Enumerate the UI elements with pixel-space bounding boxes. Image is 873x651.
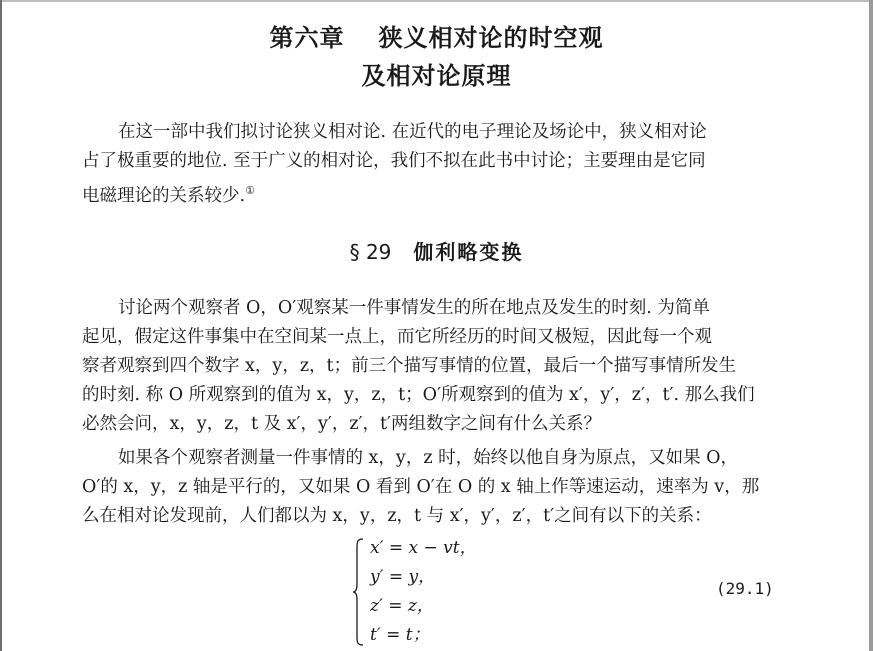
intro-line-2: 占了极重要的地位. 至于广义的相对论，我们不拟在此书中讨论；主要理由是它同	[82, 151, 706, 171]
equation-line-z: z′ = z，	[370, 596, 434, 616]
equation-number: (29.1)	[716, 579, 774, 598]
p1-line-3: 察者观察到四个数字 x，y，z，t；前三个描写事情的位置，最后一个描写事情所发生	[82, 356, 737, 376]
p2-line-1: 如果各个观察者测量一件事情的 x，y，z 时，始终以他自身为原点，又如果 O，	[118, 448, 739, 468]
p1-line-5: 必然会问，x，y，z，t 及 x′，y′，z′，t′两组数字之间有什么关系？	[82, 414, 602, 434]
p1-line-2: 起见，假定这件事集中在空间某一点上，而它所经历的时间又极短，因此每一个观	[82, 327, 712, 347]
equation-line-y: y′ = y，	[370, 567, 436, 587]
equation-system	[356, 534, 477, 650]
footnote-marker[interactable]: ①	[245, 184, 255, 197]
page-right-edge	[869, 0, 873, 651]
section-number: § 29	[349, 240, 392, 264]
chapter-title-line1: 狭义相对论的时空观	[378, 24, 604, 52]
chapter-heading	[0, 18, 873, 53]
intro-paragraph	[82, 118, 794, 211]
intro-line-1: 在这一部中我们拟讨论狭义相对论. 在近代的电子理论及场论中，狭义相对论	[118, 122, 707, 142]
section-heading	[0, 236, 873, 265]
chapter-title-line2: 及相对论原理	[361, 62, 512, 90]
left-brace-icon	[352, 538, 364, 646]
paragraph-1	[82, 294, 794, 439]
p1-line-1: 讨论两个观察者 O，O′观察某一件事情发生的所在地点及发生的时刻. 为简单	[118, 298, 710, 318]
paragraph-2	[82, 444, 794, 531]
p1-line-4: 的时刻. 称 O 所观察到的值为 x，y，z，t；O′所观察到的值为 x′，y′，z′，t′. 那么我们	[82, 385, 755, 405]
equation-line-t: t′ = t；	[370, 625, 430, 645]
page-top-edge	[0, 0, 873, 2]
page-left-edge	[0, 0, 2, 651]
section-title: 伽利略变换	[413, 240, 524, 264]
intro-line-3-text: 电磁理论的关系较少.	[82, 185, 246, 206]
equation-line-x: x′ = x − vt，	[370, 538, 477, 558]
p2-line-2: O′的 x，y，z 轴是平行的，又如果 O 看到 O′在 O 的 x 轴上作等速运动，速率为 v，那	[82, 477, 760, 497]
chapter-number: 第六章	[269, 24, 345, 52]
p2-line-3: 么在相对论发现前，人们都以为 x，y，z，t 与 x′，y′，z′，t′之间有以下的关系：	[82, 506, 712, 526]
intro-line-3	[82, 176, 794, 211]
